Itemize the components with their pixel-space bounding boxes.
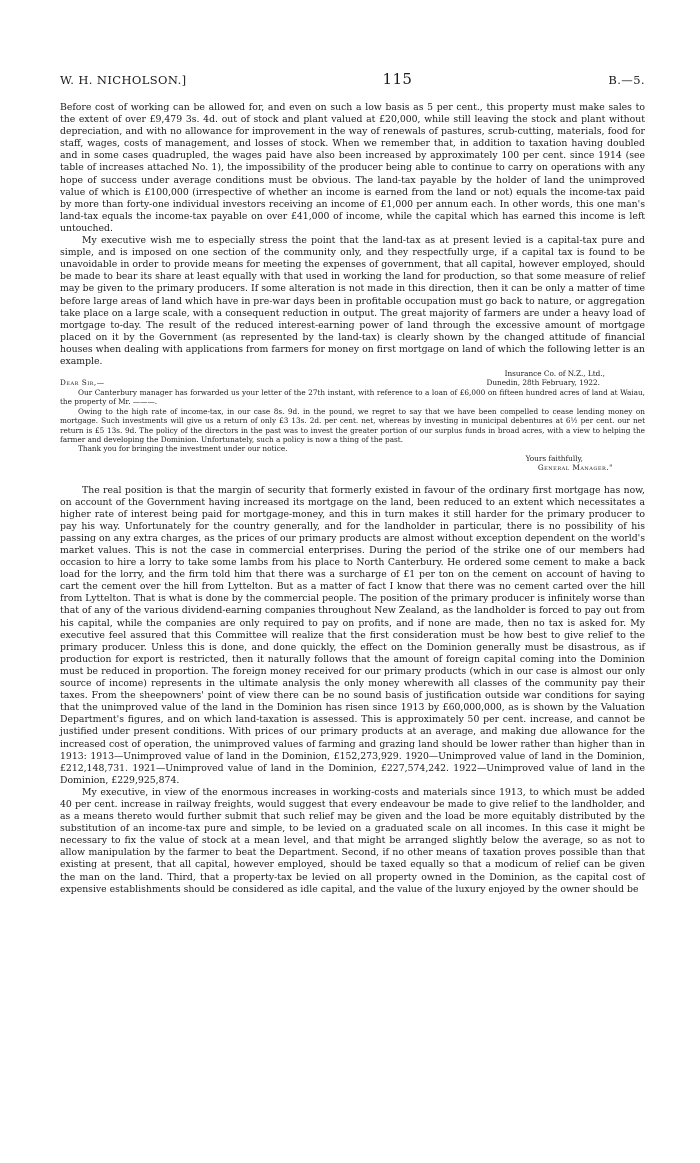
letter-dateline-row	[60, 378, 645, 387]
letter-body-3: Thank you for bringing the investment under our notice.	[78, 444, 288, 454]
header-author: W. H. NICHOLSON.]	[60, 73, 187, 87]
paragraph-4: My executive, in view of the enormous increases in working-costs and materials since 1913, to which must be added 40 per cent. increase in railway freights, would suggest that every endeavour be made to give relief to the landholder, and as a means thereto would further submit that such relief may be given and the load be more equitably distributed by the substitution of an income-tax pure and simple, to be levied on a graduated scale on all incomes. In this case it might be necessary to fix the value of stock at a mean level, and that might be arranged slightly below the average, so as not to allow manipulation by the farmer to beat the Department. Second, if no other means of taxation proves possible than that existing at present, that all capital, however employed, should be taxed equally so that a modicum of relief can be given the man on the land. Third, that a property-tax be levied on all property owned in the Dominion, as the capital cost of expensive establishments should be considered as idle capital, and the value of the luxury enjoyed by the owner should be	[60, 786, 645, 895]
paragraph-3: The real position is that the margin of security that formerly existed in favour of the ordinary first mortgage has now, on account of the Government having increased its mortgage on the land, been reduced to an extent which necessitates a higher rate of interest being paid for mortgage-money, and this in turn makes it still harder for the primary producer to pay his way. Unfortunately for the country generally, and for the landholder in particular, there is no possibility of his passing on any extra charges, as the prices of our primary products are almost without exception dependent on the world's market values. This is not the case in commercial enterprises. During the period of the strike one of our members had occasion to hire a lorry to take some lambs from his place to North Canterbury. He ordered some cement to make a back load for the lorry, and the firm told him that there was a surcharge of £1 per ton on the cement on account of having to cart the cement over the hill from Lyttelton. But as a matter of fact I know that there was no cement carted over the hill from Lyttelton. That is what is done by the commercial people. The position of the primary producer is infinitely worse than that of any of the various dividend-earning companies throughout New Zealand, as the landholder is forced to pay out from his capital, while the companies are only required to pay on profits, and if none are made, then no tax is asked for. My executive feel assured that this Committee will realize that the first consideration must be how best to give relief to the primary producer. Unless this is done, and done quickly, the effect on the Dominion generally must be disastrous, as if production for export is restricted, then it naturally follows that the amount of foreign capital coming into the Dominion must be reduced in proportion. The foreign money received for our primary products (which in our case is almost our only source of income) represents in the ultimate analysis the only money wherewith all classes of the community pay their taxes. From the sheepowners' point of view there can be no sound basis of justification outside war conditions for saying that the unimproved value of the land in the Dominion has risen since 1913 by £60,000,000, as is shown by the Valuation Department's figures, and on which land-taxation is assessed. This is approximately 50 per cent. increase, and cannot be justified under present conditions. With prices of our primary products at an average, and making due allowance for the increased cost of operation, the unimproved values of farming and grazing land should be lower rather than higher than in 1913: 1913—Unimproved value of land in the Dominion, £152,273,929. 1920—Unimproved value of land in the Dominion, £212,148,731. 1921—Unimproved value of land in the Dominion, £227,574,242. 1922—Unimproved value of land in the Dominion, £229,925,874.	[60, 484, 645, 786]
document-reference: B.—5.	[608, 73, 645, 87]
page-header	[60, 70, 645, 88]
paragraph-2: My executive wish me to especially stress the point that the land-tax as at present levied is a capital-tax pure and simple, and is imposed on one section of the community only, and they respectfully urge, if a capital tax is found to be unavoidable in order to provide means for meeting the expenses of government, that all capital, however employed, should be made to bear its share at least equally with that used in working the land for production, so that some measure of relief may be given to the primary producers. If some alteration is not made in this direction, then it can be only a matter of time before large areas of land which have in pre-war days been in profitable occupation must go back to nature, or aggregation take place on a large scale, with a consequent reduction in output. The great majority of farmers are under a heavy load of mortgage to-day. The result of the reduced interest-earning power of land through the excessive amount of mortgage placed on it by the Government (as represented by the land-tax) is clearly shown by the changed attitude of financial houses when dealing with applications from farmers for money on first mortgage on land of which the following letter is an example.	[60, 235, 645, 367]
letter-closing: Yours faithfully,	[525, 453, 583, 463]
document-page	[60, 70, 645, 896]
letter-salutation: Dear Sir,—	[60, 378, 105, 388]
quoted-letter	[60, 369, 645, 472]
page-number: 115	[382, 70, 413, 88]
letter-signature: General Manager."	[537, 463, 613, 473]
letter-date: Dunedin, 28th February, 1922.	[486, 378, 600, 388]
letter-body-1: Our Canterbury manager has forwarded us your letter of the 27th instant, with reference to a loan of £6,000 on fifteen hundred acres of land at Waiau, the property of Mr. ———.	[60, 387, 645, 407]
letter-body-2: Owing to the high rate of income-tax, in our case 8s. 9d. in the pound, we regret to say that we have been compelled to cease lending money on mortgage. Such investments will give us a return of only £3 13s. 2d. per cent. net, whereas by investing in municipal debentures at 6½ per cent. our net return is £5 13s. 9d. The policy of the directors in the past was to invest the greater portion of our surplus funds in broad acres, with a view to helping the farmer and developing the Dominion. Unfortunately, such a policy is now a thing of the past.	[60, 406, 645, 444]
paragraph-1: Before cost of working can be allowed for, and even on such a low basis as 5 per cent., this property must make sales to the extent of over £9,479 3s. 4d. out of stock and plant valued at £20,000, while still leaving the stock and plant without depreciation, and with no allowance for improvement in the way of renewals of pastures, scrub-cutting, materials, food for staff, wages, costs of management, and losses of stock. When we remember that, in addition to taxation having doubled and in some cases quadrupled, the wages paid have also been increased by approximately 100 per cent. since 1914 (see table of increases attached No. 1), the impossibility of the producer being able to continue to carry on operations with any hope of success under average conditions must be obvious. The land-tax payable by the holder of land the unimproved value of which is £100,000 (irrespective of whether an income is earned from the land or not) equals the income-tax paid by more than forty-one individual investors receiving an income of £1,000 per annum each. In other words, this one man's land-tax equals the income-tax payable on over £41,000 of income, while the capital which has earned this income is left untouched.	[60, 102, 645, 234]
letter-company: Insurance Co. of N.Z., Ltd.,	[504, 369, 605, 379]
